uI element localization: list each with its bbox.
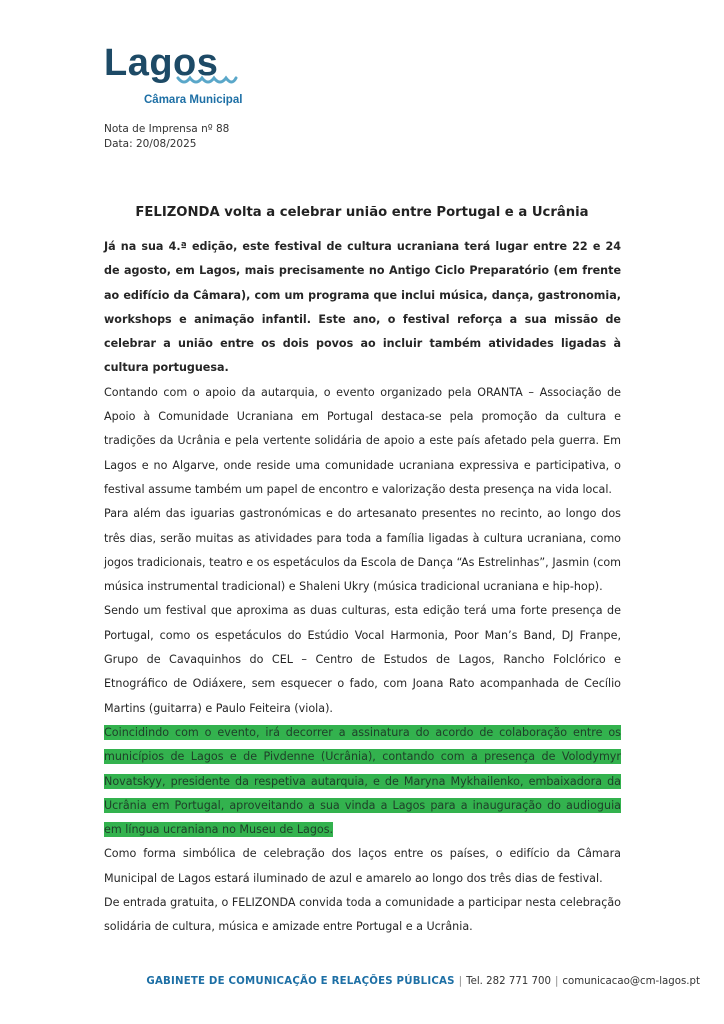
paragraph-6: De entrada gratuita, o FELIZONDA convida toda a comunidade a participar nesta celebração solidária de cultura, música e amizade entre Portugal e a Ucrânia. [104,896,621,934]
footer-separator: | [554,976,559,987]
press-release-meta [104,122,229,152]
page-title: FELIZONDA volta a celebrar união entre Portugal e a Ucrânia [135,205,589,220]
highlighted-text: Coincidindo com o evento, irá decorrer a assinatura do acordo de colaboração entre os municípios de Lagos e de Pivdenne (Ucrânia), contando com a presença de Volodymyr Novatskyy, presidente da respetiva autarquia, e de Maryna Mykhailenko, embaixadora da Ucrânia em Portugal, aproveitando a sua vinda a Lagos para a inauguração do audioguia em língua ucraniana no Museu de Lagos. [104,725,621,837]
logo-wordmark: Lagos [104,42,219,84]
paragraph-1: Contando com o apoio da autarquia, o evento organizado pela ORANTA – Associação de Apoio à Comunidade Ucraniana em Portugal destaca-se pela promoção da cultura e tradições da Ucrânia e pela vertente solidária de apoio a este país afetado pela guerra. Em Lagos e no Algarve, onde reside uma comunidade ucraniana expressiva e participativa, o festival assume também um papel de encontro e valorização desta presença na vida local. [104,385,621,496]
paragraph-5: Como forma simbólica de celebração dos laços entre os países, o edifício da Câmara Municipal de Lagos estará iluminado de azul e amarelo ao longo dos três dias de festival. [104,847,621,885]
page-footer [146,976,700,987]
waves-icon [176,74,238,88]
release-number: Nota de Imprensa nº 88 [104,123,230,135]
paragraph-2: Para além das iguarias gastronómicas e do artesanato presentes no recinto, ao longo dos três dias, serão muitas as atividades para toda a família ligadas à cultura ucraniana, como jogos tradicionais, teatro e os espetáculos da Escola de Dança “As Estrelinhas”, Jasmin (com música instrumental tradicional) e Shaleni Ukry (música tradicional ucraniana e hip-hop). [104,507,621,594]
release-date: Data: 20/08/2025 [104,138,197,150]
article-body [104,235,621,940]
lead-paragraph: Já na sua 4.ª edição, este festival de cultura ucraniana terá lugar entre 22 e 24 de agosto, em Lagos, mais precisamente no Antigo Ciclo Preparatório (em frente ao edifício da Câmara), com um programa que inclui música, dança, gastronomia, workshops e animação infantil. Este ano, o festival reforça a sua missão de celebrar a união entre os dois povos ao incluir também atividades ligadas à cultura portuguesa. [104,240,621,375]
footer-department: GABINETE DE COMUNICAÇÃO E RELAÇÕES PÚBLICAS [146,976,455,987]
footer-email: comunicacao@cm-lagos.pt [562,976,700,987]
camara-lagos-logo [104,42,244,112]
paragraph-4-highlighted [104,721,621,842]
footer-phone: Tel. 282 771 700 [466,976,551,987]
paragraph-3: Sendo um festival que aproxima as duas culturas, esta edição terá uma forte presença de Portugal, como os espetáculos do Estúdio Vocal Harmonia, Poor Man’s Band, DJ Franpe, Grupo de Cavaquinhos do CEL – Centro de Estudos de Lagos, Rancho Folclórico e Etnográfico de Odiáxere, sem esquecer o fado, com Joana Rato acompanhada de Cecílio Martins (guitarra) e Paulo Feiteira (viola). [104,604,621,715]
footer-separator: | [458,976,463,987]
logo-subtitle: Câmara Municipal [144,94,243,106]
